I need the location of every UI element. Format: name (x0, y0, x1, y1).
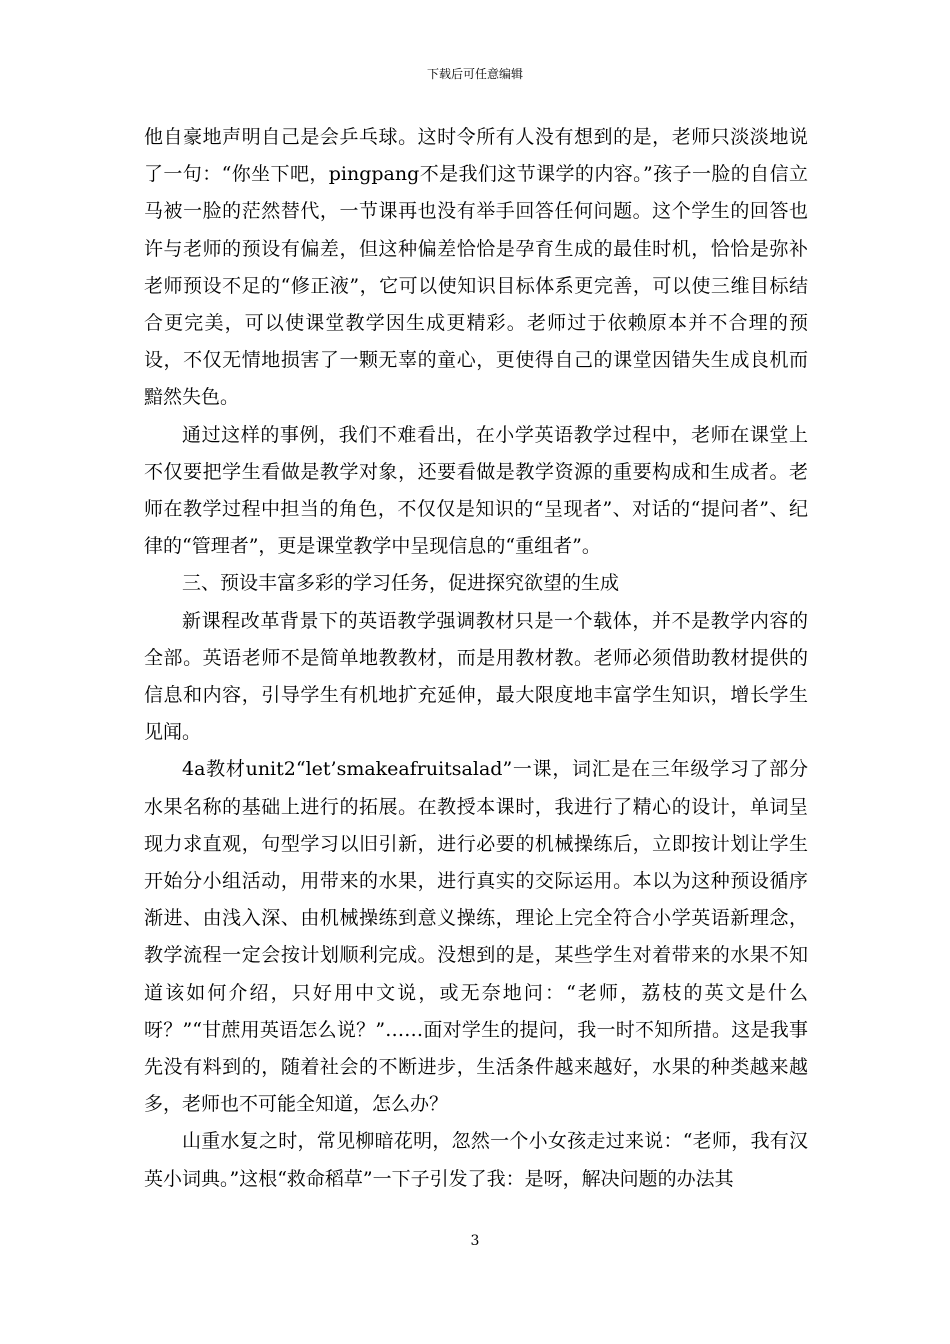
page-header: 下载后可任意编辑 (426, 67, 523, 81)
paragraph: 新课程改革背景下的英语教学强调教材只是一个载体，并不是教学内容的全部。英语老师不是简单地教教材，而是用教材教。老师必须借助教材提供的信息和内容，引导学生有机地扩充延伸，最大限度地丰富学生知识，增长学生见闻。 (144, 609, 808, 744)
page-number: 3 (470, 1233, 480, 1249)
body-text (144, 119, 808, 1198)
paragraph: 通过这样的事例，我们不难看出，在小学英语教学过程中，老师在课堂上不仅要把学生看做是教学对象，还要看做是教学资源的重要构成和生成者。老师在教学过程中担当的角色，不仅仅是知识的“呈现者”、对话的“提问者”、纪律的“管理者”，更是课堂教学中呈现信息的“重组者”。 (144, 423, 808, 558)
paragraph-continuation: 他自豪地声明自己是会乒乓球。这时令所有人没有想到的是，老师只淡淡地说了一句：“你坐下吧，pingpang不是我们这节课学的内容。”孩子一脸的自信立马被一脸的茫然替代，一节课再也没有举手回答任何问题。这个学生的回答也许与老师的预设有偏差，但这种偏差恰恰是孕育生成的最佳时机，恰恰是弥补老师预设不足的“修正液”，它可以使知识目标体系更完善，可以使三维目标结合更完美，可以使课堂教学因生成更精彩。老师过于依赖原本并不合理的预设，不仅无情地损害了一颗无辜的童心，更使得自己的课堂因错失生成良机而黯然失色。 (144, 126, 808, 409)
section-heading: 三、预设丰富多彩的学习任务，促进探究欲望的生成 (182, 572, 620, 595)
paragraph: 4a教材unit2“let’smakeafruitsalad”一课，词汇是在三年级学习了部分水果名称的基础上进行的拓展。在教授本课时，我进行了精心的设计，单词呈现力求直观，句型学习以旧引新，进行必要的机械操练后，立即按计划让学生开始分小组活动，用带来的水果，进行真实的交际运用。本以为这种预设循序渐进、由浅入深、由机械操练到意义操练，理论上完全符合小学英语新理念，教学流程一定会按计划顺利完成。没想到的是，某些学生对着带来的水果不知道该如何介绍，只好用中文说，或无奈地问：“老师，荔枝的英文是什么呀？”“甘蔗用英语怎么说？”……面对学生的提问，我一时不知所措。这是我事先没有料到的，随着社会的不断进步，生活条件越来越好，水果的种类越来越多，老师也不可能全知道，怎么办？ (144, 758, 808, 1116)
paragraph: 山重水复之时，常见柳暗花明，忽然一个小女孩走过来说：“老师，我有汉英小词典。”这根“救命稻草”一下子引发了我：是呀，解决问题的办法其 (144, 1130, 808, 1190)
